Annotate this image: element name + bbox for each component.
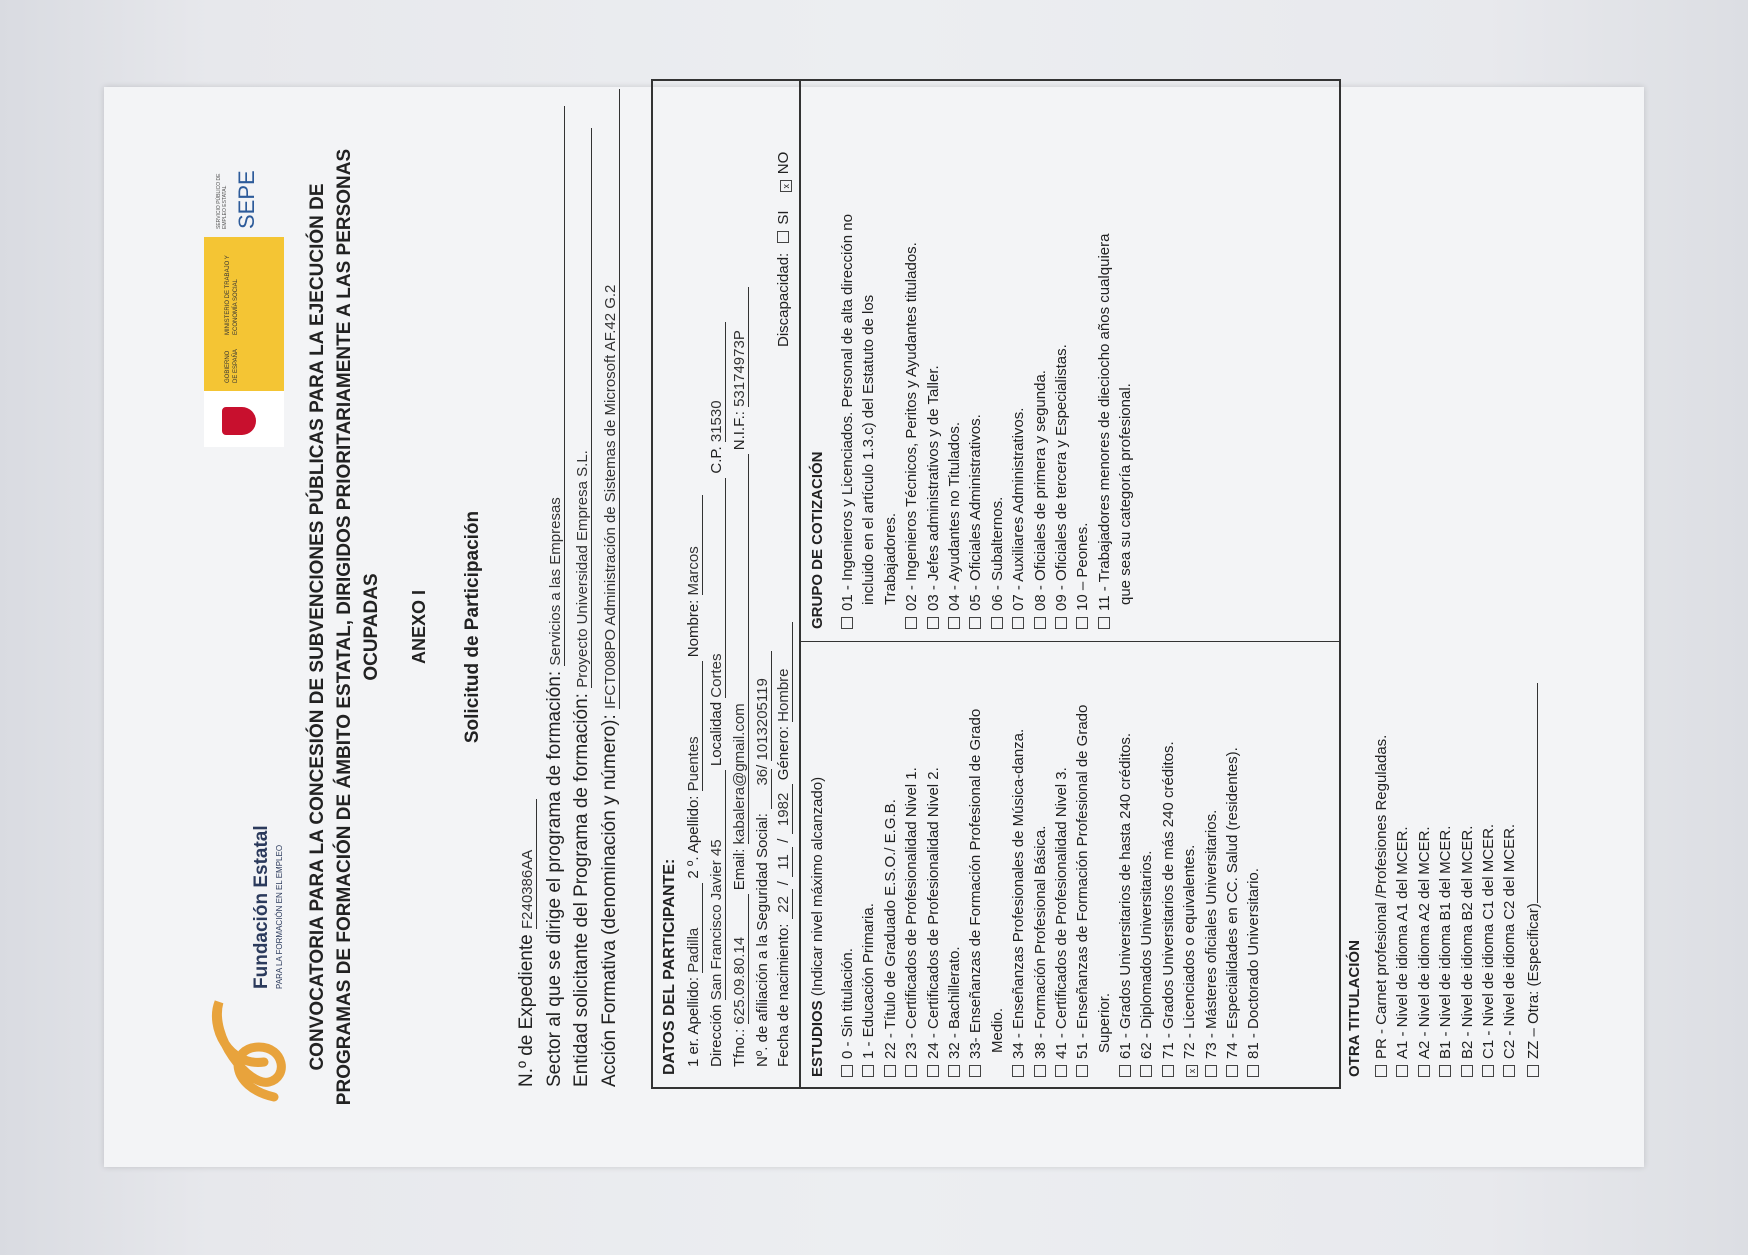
grupo-item xyxy=(1096,214,1113,629)
grupo-item-label: 11 - Trabajadores menores de dieciocho años cualquiera xyxy=(1095,233,1113,611)
estudios-checkbox[interactable] xyxy=(1076,1065,1088,1077)
estudios-checkbox[interactable] xyxy=(927,1065,939,1077)
direccion-label: Dirección xyxy=(708,1004,725,1067)
estudios-item xyxy=(1224,705,1241,1077)
estudios-item xyxy=(1245,705,1262,1077)
grupo-item xyxy=(946,214,963,629)
fundae-name: Fundación Estatal xyxy=(251,825,272,989)
otra-item xyxy=(1523,683,1542,1077)
estudios-item-label: 81 - Doctorado Universitario. xyxy=(1245,868,1263,1059)
form-subtitle: Solicitud de Participación xyxy=(462,510,483,744)
grupo-item xyxy=(1010,214,1027,629)
estudios-item-label: 23 - Certificados de Profesionalidad Nivel 1. xyxy=(903,767,921,1059)
estudios-item xyxy=(1117,705,1134,1077)
otra-item xyxy=(1501,683,1518,1077)
estudios-checkbox[interactable] xyxy=(862,1065,874,1077)
grupo-item-cont xyxy=(860,214,877,629)
otra-item-label: A1 - Nivel de idioma A1 del MCER. xyxy=(1394,826,1412,1059)
estudios-item xyxy=(925,705,942,1077)
otra-item-label: A2 - Nivel de idioma A2 del MCER. xyxy=(1415,826,1433,1059)
tfno-value: 625.09.80.14 xyxy=(731,894,749,1024)
grupo-checkbox[interactable] xyxy=(1076,617,1088,629)
otra-list xyxy=(1373,683,1546,1077)
estudios-checkbox[interactable] xyxy=(1247,1065,1259,1077)
nombre-label: Nombre: xyxy=(685,599,702,658)
discapacidad-label: Discapacidad: xyxy=(775,252,792,347)
estudios-table xyxy=(801,79,1542,1089)
estudios-item xyxy=(839,705,856,1077)
fundae-subtitle: PARA LA FORMACIÓN EN EL EMPLEO xyxy=(275,844,284,989)
estudios-checkbox[interactable] xyxy=(1140,1065,1152,1077)
otra-item-label: C1 - Nivel de idioma C1 del MCER. xyxy=(1479,823,1497,1059)
estudios-item-label: 0 - Sin titulación. xyxy=(839,948,856,1059)
grupo-item xyxy=(903,214,920,629)
grupo-item-label: 10 – Peones. xyxy=(1074,522,1092,611)
grupo-item-label: 06 - Subalternos. xyxy=(988,496,1006,611)
disc-si-checkbox[interactable] xyxy=(777,231,789,243)
estudios-item-label: 33- Enseñanzas de Formación Profesional de Grado xyxy=(967,708,985,1059)
estudios-item xyxy=(860,705,877,1077)
participant-box xyxy=(651,79,801,1089)
grupo-checkbox[interactable] xyxy=(841,617,853,629)
fecha-mes: 11 xyxy=(775,847,793,877)
table-divider xyxy=(801,641,1339,642)
grupo-checkbox[interactable] xyxy=(1055,617,1067,629)
estudios-title: ESTUDIOS xyxy=(809,1000,826,1077)
apellido1-label: 1 er. Apellido: xyxy=(685,976,702,1067)
localidad-label: Localidad xyxy=(708,701,725,767)
fecha-label: Fecha de nacimiento: xyxy=(775,923,792,1067)
direccion-value: San Francisco Javier 45 xyxy=(708,770,726,1000)
estudios-checkbox[interactable] xyxy=(1119,1065,1131,1077)
otra-checkbox[interactable] xyxy=(1461,1065,1473,1077)
estudios-list xyxy=(839,705,1267,1077)
header-line-3: OCUPADAS xyxy=(361,573,382,681)
participant-row-1 xyxy=(685,495,703,1067)
grupo-checkbox[interactable] xyxy=(1012,617,1024,629)
grupo-item xyxy=(839,214,856,629)
grupo-item xyxy=(989,214,1006,629)
estudios-checkbox[interactable] xyxy=(948,1065,960,1077)
grupo-item-label: 01 - Ingenieros y Licenciados. Personal de alta dirección no xyxy=(839,214,856,611)
form-sheet xyxy=(104,87,1644,1167)
sepe-subtitle: SERVICIO PÚBLICO DE EMPLEO ESTATAL xyxy=(216,173,228,229)
gobierno-text: GOBIERNO DE ESPAÑA xyxy=(225,349,239,383)
sector-row xyxy=(544,106,566,1087)
ministerio-text: MINISTERIO DE TRABAJO Y ECONOMÍA SOCIAL xyxy=(225,255,239,335)
estudios-item-label: 72 - Licenciados o equivalentes. xyxy=(1181,844,1199,1059)
participant-title: DATOS DEL PARTICIPANTE: xyxy=(661,858,678,1075)
otra-title: OTRA TITULACIÓN xyxy=(1346,940,1363,1077)
grupo-checkbox[interactable] xyxy=(991,617,1003,629)
grupo-item xyxy=(1074,214,1091,629)
otra-item-label: ZZ – Otra: (Especificar) xyxy=(1524,903,1542,1059)
grupo-checkbox[interactable] xyxy=(969,617,981,629)
estudios-item xyxy=(1074,705,1091,1077)
genero-value: Hombre xyxy=(775,622,793,722)
gobierno-logo xyxy=(204,170,284,447)
otra-item xyxy=(1437,683,1454,1077)
disc-no-label: NO xyxy=(775,151,792,175)
grupo-checkbox[interactable] xyxy=(948,617,960,629)
grupo-item-cont xyxy=(1117,214,1134,629)
convocatoria-header xyxy=(304,117,385,1137)
otra-item-label: PR - Carnet profesional /Profesiones Reguladas. xyxy=(1373,734,1390,1059)
participant-row-4: Nº. de afiliación a la Seguridad Social: 36/ 1013205119 xyxy=(754,651,772,1067)
header-line-2: PROGRAMAS DE FORMACIÓN DE ÁMBITO ESTATAL, DIRIGIDOS PRIORITARIAMENTE A LAS PERSONAS xyxy=(334,148,355,1106)
estudios-item xyxy=(946,705,963,1077)
email-label: Email: xyxy=(731,848,748,891)
nif-value: 53174973P xyxy=(731,287,749,407)
otra-item xyxy=(1394,683,1411,1077)
grupo-checkbox[interactable] xyxy=(905,617,917,629)
estudios-checkbox[interactable] xyxy=(884,1065,896,1077)
fundae-logo-icon xyxy=(189,987,299,1107)
estudios-item-checked xyxy=(1181,705,1198,1077)
grupo-item-label: que sea su categoría profesional. xyxy=(1117,383,1135,605)
estudios-item-label: 71 - Grados Universitarios de más 240 créditos. xyxy=(1159,741,1177,1059)
grupo-item-label: 08 - Oficiales de primera y segunda. xyxy=(1031,370,1049,611)
estudios-item xyxy=(967,705,984,1077)
cp-label: C.P. xyxy=(708,446,725,474)
ss-value-1: 36 xyxy=(754,769,772,809)
otra-checkbox[interactable] xyxy=(1482,1065,1494,1077)
estudios-item-label: 62 - Diplomados Universitarios. xyxy=(1138,850,1156,1059)
otra-checkbox[interactable] xyxy=(1375,1065,1387,1077)
email-value: kabalera@gmail.com xyxy=(731,454,749,844)
estudios-header xyxy=(809,777,826,1077)
estudios-item xyxy=(1138,705,1155,1077)
grupo-item xyxy=(1053,214,1070,629)
grupo-checkbox[interactable] xyxy=(1034,617,1046,629)
estudios-item xyxy=(1010,705,1027,1077)
estudios-item-label: 74 - Especialidades en CC. Salud (residentes). xyxy=(1224,747,1242,1059)
estudios-item xyxy=(882,705,899,1077)
grupo-title: GRUPO DE COTIZACIÓN xyxy=(809,451,826,629)
sepe-text: SEPE xyxy=(234,170,259,229)
entidad-row xyxy=(571,128,593,1087)
estudios-item-label: 73 - Másteres oficiales Universitarios. xyxy=(1202,809,1220,1059)
grupo-item xyxy=(967,214,984,629)
grupo-item xyxy=(925,214,942,629)
cp-value: 31530 xyxy=(708,322,726,442)
estudios-item xyxy=(1203,705,1220,1077)
estudios-item xyxy=(1053,705,1070,1077)
otra-checkbox[interactable] xyxy=(1418,1065,1430,1077)
spain-shield-icon xyxy=(222,407,256,435)
estudios-checkbox[interactable] xyxy=(1226,1065,1238,1077)
ss-value-2: 1013205119 xyxy=(754,651,772,761)
fundae-logo xyxy=(189,777,309,1107)
estudios-item xyxy=(903,705,920,1077)
grupo-item-label: incluido en el artículo 1.3.c) del Estatuto de los xyxy=(860,294,878,605)
tfno-label: Tfno.: xyxy=(731,1028,748,1067)
estudios-note: (Indicar nivel máximo alcanzado) xyxy=(809,776,826,997)
apellido2-value: Puentes xyxy=(685,661,703,791)
otra-checkbox[interactable] xyxy=(1503,1065,1515,1077)
estudios-item-cont xyxy=(1096,705,1113,1077)
estudios-checkbox[interactable] xyxy=(1205,1065,1217,1077)
otra-checkbox[interactable] xyxy=(1396,1065,1408,1077)
estudios-checkbox[interactable] xyxy=(1034,1065,1046,1077)
otra-item xyxy=(1459,683,1476,1077)
otra-item xyxy=(1373,683,1390,1077)
entidad-value: Proyecto Universidad Empresa S.L. xyxy=(574,128,592,688)
estudios-checkbox-checked[interactable]: x xyxy=(1186,1065,1198,1077)
annex-title: ANEXO I xyxy=(409,590,429,665)
participant-row-5: Fecha de nacimiento: 22 / 11 / 1982 Género: Hombre xyxy=(775,622,793,1067)
grupo-item-label: 09 - Oficiales de tercera y Especialistas. xyxy=(1052,344,1070,611)
sector-label: Sector al que se dirige el programa de formación: xyxy=(544,670,565,1087)
fecha-dia: 22 xyxy=(775,889,793,919)
grupo-item-label: 03 - Jefes administrativos y de Taller. xyxy=(924,365,942,611)
participant-row-2 xyxy=(708,322,726,1067)
genero-label: Género: xyxy=(775,726,792,781)
grupo-item xyxy=(1032,214,1049,629)
otra-item xyxy=(1480,683,1497,1077)
otra-especificar-line[interactable] xyxy=(1523,683,1538,903)
otra-item-label: B2 - Nivel de idioma B2 del MCER. xyxy=(1458,825,1476,1059)
otra-checkbox[interactable] xyxy=(1439,1065,1451,1077)
grupo-checkbox[interactable] xyxy=(1098,617,1110,629)
nombre-value: Marcos xyxy=(685,495,703,595)
estudios-item-label: 34 - Enseñanzas Profesionales de Música-danza. xyxy=(1010,728,1028,1059)
grupo-item-label: 07 - Auxiliares Administrativos. xyxy=(1010,407,1028,611)
estudios-checkbox[interactable] xyxy=(841,1065,853,1077)
apellido2-label: 2 º. Apellido: xyxy=(685,795,702,879)
disc-no-checkbox[interactable]: x xyxy=(780,180,792,192)
localidad-value: Cortes xyxy=(708,478,726,698)
estudios-item-label: Medio. xyxy=(988,1007,1006,1053)
nif-label: N.I.F.: xyxy=(731,411,748,451)
participant-row-3 xyxy=(731,287,749,1067)
accion-label: Acción Formativa (denominación y número): xyxy=(599,714,620,1087)
estudios-item xyxy=(1032,705,1049,1077)
grupo-checkbox[interactable] xyxy=(927,617,939,629)
header-line-1: CONVOCATORIA PARA LA CONCESIÓN DE SUBVENCIONES PÚBLICAS PARA LA EJECUCIÓN DE xyxy=(307,183,328,1071)
estudios-item-label: Superior. xyxy=(1095,992,1113,1053)
entidad-label: Entidad solicitante del Programa de formación: xyxy=(571,693,592,1087)
estudios-checkbox[interactable] xyxy=(1055,1065,1067,1077)
expediente-row xyxy=(516,799,538,1087)
estudios-checkbox[interactable] xyxy=(969,1065,981,1077)
estudios-item-label: 51 - Enseñanzas de Formación Profesional de Grado xyxy=(1074,704,1092,1059)
estudios-item-label: 41 - Certificados de Profesionalidad Nivel 3. xyxy=(1052,767,1070,1059)
estudios-item-label: 61 - Grados Universitarios de hasta 240 créditos. xyxy=(1117,733,1135,1059)
accion-value: IFCT008PO Administración de Sistemas de Microsoft AF.42 G.2 xyxy=(602,89,620,709)
disc-si-label: SI xyxy=(775,210,792,225)
accion-row xyxy=(599,89,621,1087)
otra-checkbox[interactable] xyxy=(1527,1065,1539,1077)
estudios-item-label: 24 - Certificados de Profesionalidad Nivel 2. xyxy=(924,767,942,1059)
grupo-item-label: Trabajadores. xyxy=(881,513,899,605)
otra-item xyxy=(1416,683,1433,1077)
estudios-checkbox[interactable] xyxy=(905,1065,917,1077)
grupo-item-label: 02 - Ingenieros Técnicos, Peritos y Ayudantes titulados. xyxy=(903,242,921,611)
estudios-checkbox[interactable] xyxy=(1012,1065,1024,1077)
estudios-checkbox[interactable] xyxy=(1162,1065,1174,1077)
grupo-item-cont xyxy=(882,214,899,629)
estudios-item-label: 32 - Bachillerato. xyxy=(945,946,963,1059)
otra-item-label: B1 - Nivel de idioma B1 del MCER. xyxy=(1437,825,1455,1059)
grupo-list xyxy=(839,214,1138,629)
ss-label: Nº. de afiliación a la Seguridad Social: xyxy=(754,813,771,1067)
fecha-anio: 1982 xyxy=(775,784,793,834)
grupo-item-label: 05 - Oficiales Administrativos. xyxy=(967,414,985,611)
estudios-item-label: 1 - Educación Primaria. xyxy=(860,903,878,1059)
apellido1-value: Padilla xyxy=(685,883,703,973)
estudios-item-label: 38 - Formación Profesional Básica. xyxy=(1031,825,1049,1059)
otra-item-label: C2 - Nivel de idioma C2 del MCER. xyxy=(1501,823,1519,1059)
discapacidad-row xyxy=(775,152,792,347)
expediente-value: F240386AA xyxy=(519,799,537,929)
estudios-item-cont xyxy=(989,705,1006,1077)
expediente-label: N.º de Expediente xyxy=(516,934,537,1087)
sector-value: Servicios a las Empresas xyxy=(547,106,565,666)
estudios-item-label: 22 - Título de Graduado E.S.O./ E.G.B. xyxy=(881,799,899,1059)
grupo-item-label: 04 - Ayudantes no Titulados. xyxy=(945,421,963,611)
estudios-item xyxy=(1160,705,1177,1077)
